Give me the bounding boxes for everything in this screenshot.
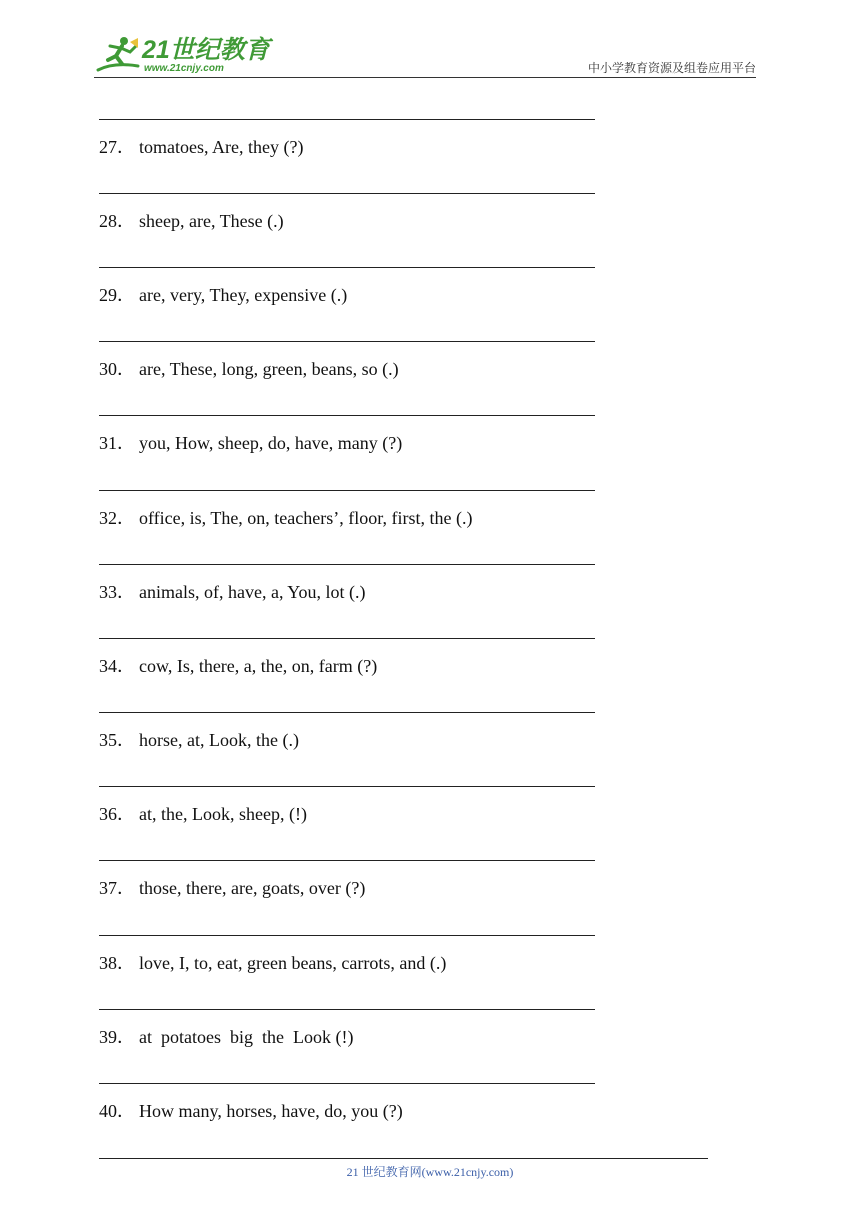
question-number: 33． <box>99 582 135 602</box>
question-39 <box>99 1026 353 1048</box>
header-platform-title: 中小学教育资源及组卷应用平台 <box>587 61 756 75</box>
question-40 <box>99 1100 403 1122</box>
answer-line <box>99 193 595 194</box>
footer-divider <box>99 1158 708 1159</box>
question-number: 30． <box>99 359 135 379</box>
logo <box>94 36 270 78</box>
question-33 <box>99 581 365 603</box>
footer-source: 21 世纪教育网(www.21cnjy.com) <box>346 1165 514 1179</box>
question-number: 32． <box>99 508 135 528</box>
answer-line <box>99 564 595 565</box>
question-number: 29． <box>99 285 135 305</box>
answer-line <box>99 415 595 416</box>
question-text: love, I, to, eat, green beans, carrots, and (.) <box>139 953 447 973</box>
question-number: 37． <box>99 878 135 898</box>
question-number: 34． <box>99 656 135 676</box>
question-number: 36． <box>99 804 135 824</box>
question-text: those, there, are, goats, over (?) <box>139 878 366 898</box>
question-number: 31． <box>99 433 135 453</box>
answer-line <box>99 490 595 491</box>
question-30 <box>99 358 399 380</box>
answer-line <box>99 712 595 713</box>
question-34 <box>99 655 377 677</box>
page-header <box>0 0 860 80</box>
answer-line <box>99 935 595 936</box>
logo-text: 21世纪教育 <box>142 36 270 64</box>
question-text: animals, of, have, a, You, lot (.) <box>139 582 366 602</box>
answer-line <box>99 119 595 120</box>
question-text: are, These, long, green, beans, so (.) <box>139 359 399 379</box>
question-text: at, the, Look, sheep, (!) <box>139 804 307 824</box>
question-text: office, is, The, on, teachers’, floor, first, the (.) <box>139 508 473 528</box>
question-37 <box>99 877 365 899</box>
question-number: 40． <box>99 1101 135 1121</box>
question-28 <box>99 210 284 232</box>
question-number: 27． <box>99 137 135 157</box>
logo-url: www.21cnjy.com <box>144 63 224 74</box>
question-36 <box>99 803 307 825</box>
question-number: 38． <box>99 953 135 973</box>
question-31 <box>99 432 402 454</box>
question-29 <box>99 284 347 306</box>
question-text: at potatoes big the Look (!) <box>139 1027 354 1047</box>
question-text: tomatoes, Are, they (?) <box>139 137 304 157</box>
answer-line <box>99 860 595 861</box>
question-number: 39． <box>99 1027 135 1047</box>
question-text: horse, at, Look, the (.) <box>139 730 299 750</box>
question-text: cow, Is, there, a, the, on, farm (?) <box>139 656 378 676</box>
answer-line <box>99 1083 595 1084</box>
answer-line <box>99 341 595 342</box>
runner-logo-icon <box>94 36 142 76</box>
question-27 <box>99 136 303 158</box>
answer-line <box>99 638 595 639</box>
question-text: are, very, They, expensive (.) <box>139 285 348 305</box>
question-35 <box>99 729 299 751</box>
question-32 <box>99 507 473 529</box>
question-number: 35． <box>99 730 135 750</box>
answer-line <box>99 786 595 787</box>
question-number: 28． <box>99 211 135 231</box>
question-text: you, How, sheep, do, have, many (?) <box>139 433 403 453</box>
question-38 <box>99 952 446 974</box>
question-text: sheep, are, These (.) <box>139 211 284 231</box>
answer-line <box>99 267 595 268</box>
header-divider <box>94 77 756 78</box>
question-text: How many, horses, have, do, you (?) <box>139 1101 403 1121</box>
answer-line <box>99 1009 595 1010</box>
